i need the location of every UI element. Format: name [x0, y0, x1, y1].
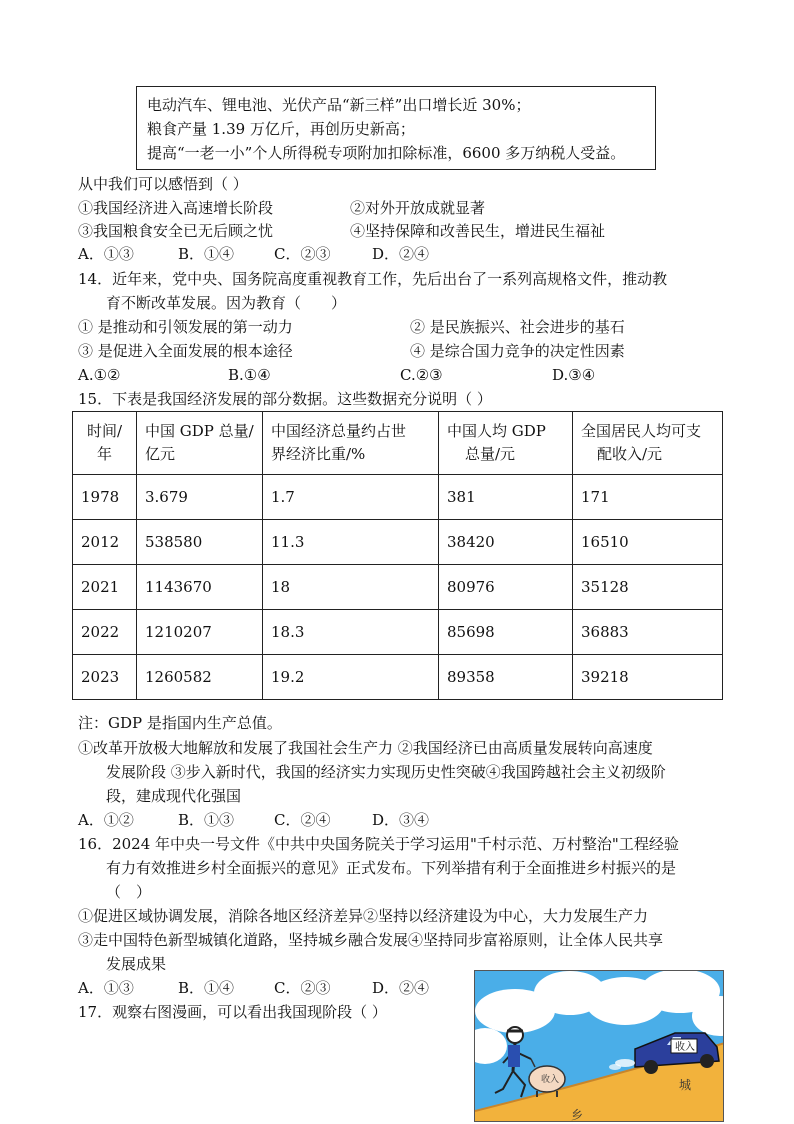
q13-choice-d: D．②④	[372, 245, 430, 263]
table-cell: 89358	[439, 655, 573, 700]
q13-stem: 从中我们可以感悟到（ ）	[78, 175, 248, 193]
material-line-1: 电动汽车、锂电池、光伏产品“新三样”出口增长近 30%；	[147, 96, 531, 114]
q16-choice-b: B．①④	[178, 979, 235, 997]
table-cell: 16510	[573, 520, 723, 565]
q15-options-2: 发展阶段 ③步入新时代，我国的经济实力实现历史性突破④我国跨越社会主义初级阶	[106, 763, 666, 781]
table-cell: 171	[573, 475, 723, 520]
table-cell: 18.3	[263, 610, 439, 655]
q14-option-1: ① 是推动和引领发展的第一动力	[78, 318, 293, 336]
table-cell: 18	[263, 565, 439, 610]
table-cell: 39218	[573, 655, 723, 700]
q16-choice-c: C．②③	[274, 979, 331, 997]
q15-note: 注：GDP 是指国内生产总值。	[78, 714, 282, 732]
table-cell: 38420	[439, 520, 573, 565]
q13-choice-b: B．①④	[178, 245, 235, 263]
q14-choice-c: C.②③	[400, 366, 443, 384]
table-header-row	[73, 412, 723, 475]
q14-option-2: ② 是民族振兴、社会进步的基石	[410, 318, 625, 336]
q16-stem-1: 16．2024 年中央一号文件《中共中央国务院关于学习运用"千村示范、万村整治"工程经验	[78, 835, 679, 853]
table-cell: 1260582	[137, 655, 263, 700]
car-label: 收入	[675, 1042, 695, 1053]
table-row	[73, 610, 723, 655]
table-cell: 2012	[73, 520, 137, 565]
q14-option-4: ④ 是综合国力竞争的决定性因素	[410, 342, 625, 360]
q14-option-3: ③ 是促进入全面发展的根本途径	[78, 342, 293, 360]
q13-option-3: ③我国粮食安全已无后顾之忧	[78, 222, 274, 240]
header-gdp: 中国 GDP 总量/ 亿元	[137, 412, 263, 475]
table-cell: 36883	[573, 610, 723, 655]
table-cell: 85698	[439, 610, 573, 655]
q14-stem-2: 育不断改革发展。因为教育（ ）	[106, 294, 347, 312]
header-year: 时间/ 年	[73, 412, 137, 475]
table-row	[73, 565, 723, 610]
q16-choice-a: A．①③	[78, 979, 134, 997]
q16-choice-d: D．②④	[372, 979, 430, 997]
village-label: 乡	[571, 1108, 584, 1122]
header-gdp-per-capita: 中国人均 GDP 总量/元	[439, 412, 573, 475]
table-cell: 538580	[137, 520, 263, 565]
q14-choice-a: A.①②	[78, 366, 121, 384]
material-line-3: 提高“一老一小”个人所得税专项附加扣除标准，6600 多万纳税人受益。	[147, 144, 626, 162]
table-row	[73, 655, 723, 700]
table-cell: 11.3	[263, 520, 439, 565]
q16-stem-2: 有力有效推进乡村全面振兴的意见》正式发布。下列举措有利于全面推进乡村振兴的是	[106, 859, 677, 877]
table-cell: 1.7	[263, 475, 439, 520]
q13-choice-a: A．①③	[78, 245, 134, 263]
q13-choice-c: C．②③	[274, 245, 331, 263]
q15-options-3: 段，建成现代化强国	[106, 787, 242, 805]
q14-choice-d: D.③④	[552, 366, 596, 384]
table-row	[73, 520, 723, 565]
table-cell: 1210207	[137, 610, 263, 655]
q15-choice-d: D．③④	[372, 811, 430, 829]
q14-stem-1: 14．近年来，党中央、国务院高度重视教育工作，先后出台了一系列高规格文件，推动教	[78, 270, 668, 288]
table-cell: 2021	[73, 565, 137, 610]
q16-options-1: ①促进区域协调发展，消除各地区经济差异②坚持以经济建设为中心，大力发展生产力	[78, 907, 649, 925]
table-cell: 1978	[73, 475, 137, 520]
material-line-2: 粮食产量 1.39 万亿斤，再创历史新高；	[147, 120, 415, 138]
table-cell: 1143670	[137, 565, 263, 610]
q17-stem: 17．观察右图漫画，可以看出我国现阶段（ ）	[78, 1003, 387, 1021]
q13-option-1: ①我国经济进入高速增长阶段	[78, 199, 274, 217]
material-box	[136, 86, 656, 170]
q16-options-3: 发展成果	[106, 955, 167, 973]
table-cell: 2022	[73, 610, 137, 655]
table-cell: 3.679	[137, 475, 263, 520]
pig-label: 收入	[541, 1074, 560, 1084]
q15-options-1: ①改革开放极大地解放和发展了我国社会生产力 ②我国经济已由高质量发展转向高速度	[78, 739, 653, 757]
table-cell: 381	[439, 475, 573, 520]
economic-data-table	[72, 411, 723, 700]
q15-stem: 15．下表是我国经济发展的部分数据。这些数据充分说明（ ）	[78, 390, 492, 408]
q16-options-2: ③走中国特色新型城镇化道路，坚持城乡融合发展④坚持同步富裕原则，让全体人民共享	[78, 931, 664, 949]
table-row	[73, 475, 723, 520]
comic-illustration	[474, 970, 724, 1122]
header-world-share: 中国经济总量约占世 界经济比重/%	[263, 412, 439, 475]
table-cell: 19.2	[263, 655, 439, 700]
table-cell: 2023	[73, 655, 137, 700]
q16-stem-3: （ ）	[106, 883, 152, 901]
header-disposable-income: 全国居民人均可支 配收入/元	[573, 412, 723, 475]
table-cell: 80976	[439, 565, 573, 610]
comic-svg	[475, 971, 724, 1122]
q13-option-2: ②对外开放成就显著	[350, 199, 486, 217]
table-cell: 35128	[573, 565, 723, 610]
q15-choice-b: B．①③	[178, 811, 235, 829]
q15-choice-c: C．②④	[274, 811, 331, 829]
q15-choice-a: A．①②	[78, 811, 134, 829]
q13-option-4: ④坚持保障和改善民生，增进民生福祉	[350, 222, 606, 240]
city-label: 城	[679, 1078, 692, 1092]
q14-choice-b: B.①④	[228, 366, 271, 384]
